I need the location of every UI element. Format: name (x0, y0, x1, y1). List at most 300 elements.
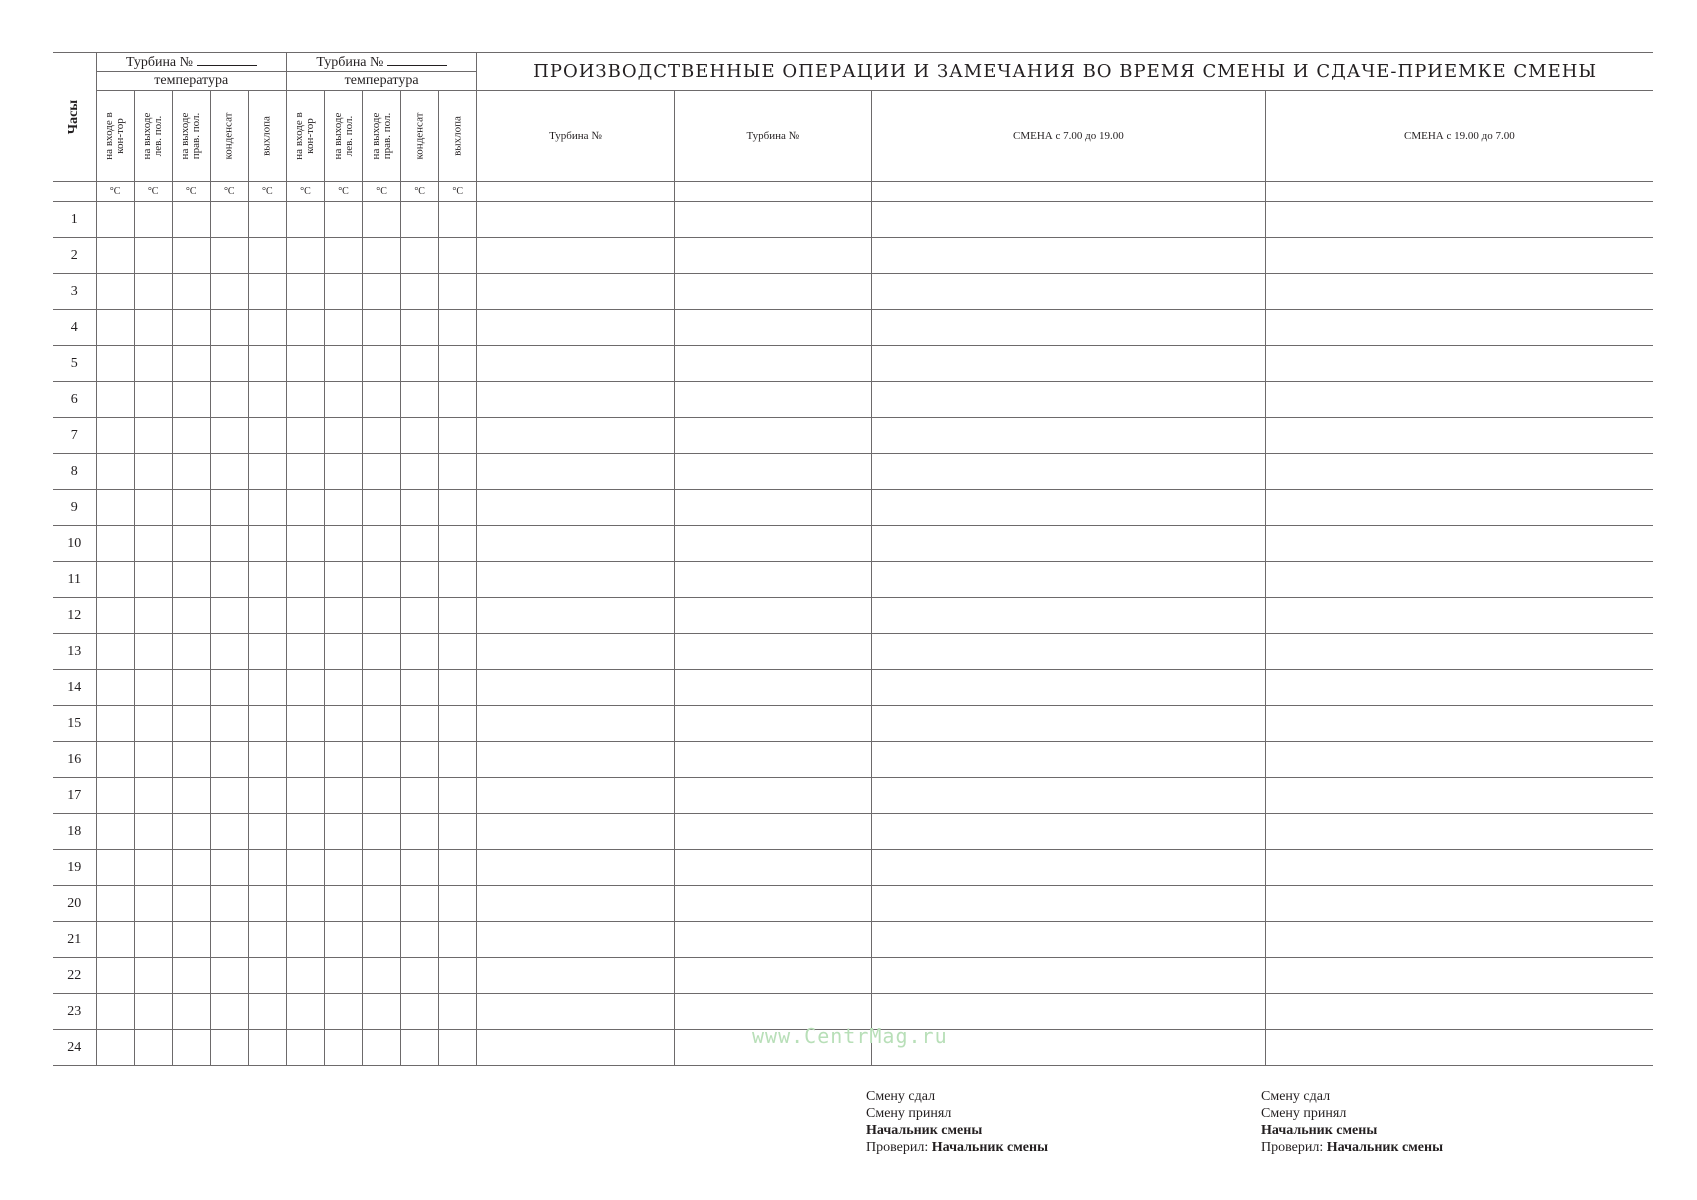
temperature-cell[interactable] (210, 382, 248, 418)
notes-cell[interactable] (872, 886, 1266, 922)
temperature-cell[interactable] (134, 598, 172, 634)
temperature-cell[interactable] (248, 742, 286, 778)
notes-cell[interactable] (1265, 526, 1653, 562)
notes-cell[interactable] (477, 958, 674, 994)
temperature-cell[interactable] (210, 598, 248, 634)
notes-cell[interactable] (477, 706, 674, 742)
temperature-cell[interactable] (210, 922, 248, 958)
temperature-cell[interactable] (96, 238, 134, 274)
temperature-cell[interactable] (248, 202, 286, 238)
temperature-cell[interactable] (439, 238, 477, 274)
temperature-cell[interactable] (325, 310, 363, 346)
temperature-cell[interactable] (172, 814, 210, 850)
temperature-cell[interactable] (439, 202, 477, 238)
temperature-cell[interactable] (248, 850, 286, 886)
temperature-cell[interactable] (172, 382, 210, 418)
temperature-cell[interactable] (401, 670, 439, 706)
temperature-cell[interactable] (134, 958, 172, 994)
notes-cell[interactable] (1265, 202, 1653, 238)
notes-cell[interactable] (477, 346, 674, 382)
temperature-cell[interactable] (96, 526, 134, 562)
temperature-cell[interactable] (286, 274, 324, 310)
notes-cell[interactable] (1265, 994, 1653, 1030)
notes-cell[interactable] (674, 238, 871, 274)
temperature-cell[interactable] (325, 526, 363, 562)
temperature-cell[interactable] (172, 418, 210, 454)
temperature-cell[interactable] (325, 670, 363, 706)
notes-cell[interactable] (477, 634, 674, 670)
temperature-cell[interactable] (248, 454, 286, 490)
temperature-cell[interactable] (325, 238, 363, 274)
temperature-cell[interactable] (286, 526, 324, 562)
notes-cell[interactable] (477, 526, 674, 562)
temperature-cell[interactable] (401, 706, 439, 742)
temperature-cell[interactable] (96, 778, 134, 814)
notes-cell[interactable] (872, 454, 1266, 490)
temperature-cell[interactable] (248, 922, 286, 958)
temperature-cell[interactable] (401, 526, 439, 562)
notes-cell[interactable] (1265, 418, 1653, 454)
temperature-cell[interactable] (325, 346, 363, 382)
temperature-cell[interactable] (172, 634, 210, 670)
notes-cell[interactable] (477, 562, 674, 598)
temperature-cell[interactable] (134, 454, 172, 490)
temperature-cell[interactable] (96, 742, 134, 778)
notes-cell[interactable] (1265, 382, 1653, 418)
notes-cell[interactable] (872, 238, 1266, 274)
temperature-cell[interactable] (96, 706, 134, 742)
temperature-cell[interactable] (286, 346, 324, 382)
notes-cell[interactable] (1265, 958, 1653, 994)
temperature-cell[interactable] (363, 202, 401, 238)
temperature-cell[interactable] (325, 886, 363, 922)
temperature-cell[interactable] (210, 238, 248, 274)
temperature-cell[interactable] (325, 958, 363, 994)
temperature-cell[interactable] (134, 814, 172, 850)
temperature-cell[interactable] (248, 778, 286, 814)
notes-cell[interactable] (1265, 274, 1653, 310)
temperature-cell[interactable] (286, 202, 324, 238)
temperature-cell[interactable] (363, 994, 401, 1030)
temperature-cell[interactable] (401, 634, 439, 670)
temperature-cell[interactable] (325, 742, 363, 778)
temperature-cell[interactable] (286, 310, 324, 346)
temperature-cell[interactable] (363, 310, 401, 346)
temperature-cell[interactable] (134, 742, 172, 778)
temperature-cell[interactable] (286, 1030, 324, 1066)
temperature-cell[interactable] (325, 382, 363, 418)
temperature-cell[interactable] (363, 454, 401, 490)
notes-cell[interactable] (674, 958, 871, 994)
temperature-cell[interactable] (210, 454, 248, 490)
temperature-cell[interactable] (325, 706, 363, 742)
temperature-cell[interactable] (172, 310, 210, 346)
notes-cell[interactable] (872, 706, 1266, 742)
temperature-cell[interactable] (96, 562, 134, 598)
notes-cell[interactable] (1265, 490, 1653, 526)
temperature-cell[interactable] (134, 1030, 172, 1066)
temperature-cell[interactable] (134, 202, 172, 238)
notes-cell[interactable] (1265, 238, 1653, 274)
temperature-cell[interactable] (134, 922, 172, 958)
notes-cell[interactable] (674, 562, 871, 598)
temperature-cell[interactable] (401, 382, 439, 418)
temperature-cell[interactable] (401, 850, 439, 886)
temperature-cell[interactable] (172, 526, 210, 562)
temperature-cell[interactable] (363, 418, 401, 454)
temperature-cell[interactable] (248, 274, 286, 310)
temperature-cell[interactable] (286, 238, 324, 274)
temperature-cell[interactable] (248, 526, 286, 562)
temperature-cell[interactable] (363, 706, 401, 742)
temperature-cell[interactable] (210, 418, 248, 454)
temperature-cell[interactable] (439, 634, 477, 670)
temperature-cell[interactable] (439, 346, 477, 382)
temperature-cell[interactable] (363, 274, 401, 310)
temperature-cell[interactable] (96, 886, 134, 922)
temperature-cell[interactable] (248, 310, 286, 346)
temperature-cell[interactable] (134, 310, 172, 346)
temperature-cell[interactable] (439, 958, 477, 994)
temperature-cell[interactable] (248, 418, 286, 454)
notes-cell[interactable] (1265, 742, 1653, 778)
notes-cell[interactable] (872, 346, 1266, 382)
temperature-cell[interactable] (439, 598, 477, 634)
notes-cell[interactable] (872, 310, 1266, 346)
notes-cell[interactable] (674, 382, 871, 418)
notes-cell[interactable] (872, 598, 1266, 634)
notes-cell[interactable] (1265, 670, 1653, 706)
notes-cell[interactable] (477, 598, 674, 634)
temperature-cell[interactable] (172, 274, 210, 310)
temperature-cell[interactable] (248, 346, 286, 382)
temperature-cell[interactable] (210, 814, 248, 850)
temperature-cell[interactable] (172, 454, 210, 490)
temperature-cell[interactable] (286, 742, 324, 778)
temperature-cell[interactable] (363, 562, 401, 598)
temperature-cell[interactable] (96, 274, 134, 310)
notes-cell[interactable] (674, 526, 871, 562)
temperature-cell[interactable] (248, 994, 286, 1030)
temperature-cell[interactable] (96, 490, 134, 526)
temperature-cell[interactable] (134, 382, 172, 418)
temperature-cell[interactable] (96, 454, 134, 490)
temperature-cell[interactable] (172, 202, 210, 238)
notes-cell[interactable] (872, 850, 1266, 886)
temperature-cell[interactable] (248, 706, 286, 742)
notes-cell[interactable] (872, 490, 1266, 526)
notes-cell[interactable] (674, 778, 871, 814)
temperature-cell[interactable] (172, 886, 210, 922)
notes-cell[interactable] (477, 922, 674, 958)
temperature-cell[interactable] (439, 742, 477, 778)
notes-cell[interactable] (1265, 346, 1653, 382)
notes-cell[interactable] (674, 490, 871, 526)
temperature-cell[interactable] (363, 382, 401, 418)
notes-cell[interactable] (477, 778, 674, 814)
notes-cell[interactable] (674, 346, 871, 382)
temperature-cell[interactable] (286, 886, 324, 922)
notes-cell[interactable] (477, 454, 674, 490)
temperature-cell[interactable] (172, 706, 210, 742)
temperature-cell[interactable] (210, 634, 248, 670)
temperature-cell[interactable] (134, 850, 172, 886)
notes-cell[interactable] (872, 526, 1266, 562)
notes-cell[interactable] (1265, 598, 1653, 634)
temperature-cell[interactable] (439, 274, 477, 310)
temperature-cell[interactable] (325, 634, 363, 670)
notes-cell[interactable] (477, 742, 674, 778)
notes-cell[interactable] (1265, 634, 1653, 670)
temperature-cell[interactable] (172, 850, 210, 886)
notes-cell[interactable] (1265, 310, 1653, 346)
temperature-cell[interactable] (363, 670, 401, 706)
notes-cell[interactable] (872, 562, 1266, 598)
temperature-cell[interactable] (134, 274, 172, 310)
temperature-cell[interactable] (363, 346, 401, 382)
temperature-cell[interactable] (325, 922, 363, 958)
temperature-cell[interactable] (439, 850, 477, 886)
notes-cell[interactable] (1265, 922, 1653, 958)
notes-cell[interactable] (872, 382, 1266, 418)
temperature-cell[interactable] (210, 706, 248, 742)
temperature-cell[interactable] (248, 958, 286, 994)
temperature-cell[interactable] (325, 454, 363, 490)
temperature-cell[interactable] (439, 886, 477, 922)
temperature-cell[interactable] (439, 994, 477, 1030)
temperature-cell[interactable] (401, 814, 439, 850)
notes-cell[interactable] (872, 922, 1266, 958)
temperature-cell[interactable] (286, 490, 324, 526)
notes-cell[interactable] (477, 490, 674, 526)
temperature-cell[interactable] (401, 346, 439, 382)
notes-cell[interactable] (477, 814, 674, 850)
notes-cell[interactable] (1265, 706, 1653, 742)
notes-cell[interactable] (1265, 850, 1653, 886)
notes-cell[interactable] (1265, 814, 1653, 850)
temperature-cell[interactable] (248, 598, 286, 634)
temperature-cell[interactable] (286, 706, 324, 742)
temperature-cell[interactable] (172, 742, 210, 778)
temperature-cell[interactable] (134, 238, 172, 274)
temperature-cell[interactable] (286, 958, 324, 994)
temperature-cell[interactable] (286, 850, 324, 886)
temperature-cell[interactable] (439, 310, 477, 346)
notes-cell[interactable] (477, 886, 674, 922)
notes-cell[interactable] (674, 850, 871, 886)
temperature-cell[interactable] (96, 382, 134, 418)
notes-cell[interactable] (872, 742, 1266, 778)
temperature-cell[interactable] (439, 526, 477, 562)
temperature-cell[interactable] (210, 778, 248, 814)
temperature-cell[interactable] (439, 814, 477, 850)
temperature-cell[interactable] (210, 994, 248, 1030)
temperature-cell[interactable] (96, 994, 134, 1030)
notes-cell[interactable] (477, 202, 674, 238)
temperature-cell[interactable] (286, 670, 324, 706)
notes-cell[interactable] (674, 202, 871, 238)
temperature-cell[interactable] (401, 274, 439, 310)
temperature-cell[interactable] (401, 598, 439, 634)
notes-cell[interactable] (872, 202, 1266, 238)
temperature-cell[interactable] (439, 490, 477, 526)
temperature-cell[interactable] (134, 526, 172, 562)
temperature-cell[interactable] (401, 310, 439, 346)
temperature-cell[interactable] (401, 994, 439, 1030)
temperature-cell[interactable] (363, 886, 401, 922)
temperature-cell[interactable] (286, 454, 324, 490)
temperature-cell[interactable] (172, 562, 210, 598)
temperature-cell[interactable] (172, 994, 210, 1030)
notes-cell[interactable] (674, 454, 871, 490)
temperature-cell[interactable] (325, 418, 363, 454)
temperature-cell[interactable] (363, 958, 401, 994)
temperature-cell[interactable] (363, 526, 401, 562)
temperature-cell[interactable] (363, 850, 401, 886)
temperature-cell[interactable] (401, 1030, 439, 1066)
temperature-cell[interactable] (401, 490, 439, 526)
temperature-cell[interactable] (248, 634, 286, 670)
temperature-cell[interactable] (286, 778, 324, 814)
temperature-cell[interactable] (325, 1030, 363, 1066)
temperature-cell[interactable] (401, 454, 439, 490)
temperature-cell[interactable] (363, 490, 401, 526)
temperature-cell[interactable] (172, 670, 210, 706)
temperature-cell[interactable] (134, 634, 172, 670)
notes-cell[interactable] (1265, 454, 1653, 490)
temperature-cell[interactable] (134, 562, 172, 598)
temperature-cell[interactable] (172, 922, 210, 958)
temperature-cell[interactable] (248, 490, 286, 526)
temperature-cell[interactable] (210, 490, 248, 526)
temperature-cell[interactable] (96, 634, 134, 670)
temperature-cell[interactable] (363, 238, 401, 274)
temperature-cell[interactable] (210, 274, 248, 310)
notes-cell[interactable] (674, 598, 871, 634)
temperature-cell[interactable] (210, 850, 248, 886)
notes-cell[interactable] (674, 742, 871, 778)
notes-cell[interactable] (872, 418, 1266, 454)
temperature-cell[interactable] (96, 598, 134, 634)
temperature-cell[interactable] (172, 346, 210, 382)
temperature-cell[interactable] (363, 814, 401, 850)
temperature-cell[interactable] (248, 670, 286, 706)
temperature-cell[interactable] (172, 598, 210, 634)
temperature-cell[interactable] (172, 238, 210, 274)
temperature-cell[interactable] (172, 1030, 210, 1066)
temperature-cell[interactable] (210, 310, 248, 346)
notes-cell[interactable] (872, 958, 1266, 994)
temperature-cell[interactable] (401, 742, 439, 778)
notes-cell[interactable] (477, 1030, 674, 1066)
temperature-cell[interactable] (325, 814, 363, 850)
notes-cell[interactable] (872, 274, 1266, 310)
temperature-cell[interactable] (134, 418, 172, 454)
temperature-cell[interactable] (401, 778, 439, 814)
temperature-cell[interactable] (210, 670, 248, 706)
notes-cell[interactable] (477, 850, 674, 886)
temperature-cell[interactable] (286, 922, 324, 958)
temperature-cell[interactable] (134, 346, 172, 382)
temperature-cell[interactable] (210, 346, 248, 382)
temperature-cell[interactable] (248, 814, 286, 850)
temperature-cell[interactable] (210, 526, 248, 562)
notes-cell[interactable] (1265, 778, 1653, 814)
temperature-cell[interactable] (363, 742, 401, 778)
temperature-cell[interactable] (96, 310, 134, 346)
temperature-cell[interactable] (439, 706, 477, 742)
notes-cell[interactable] (477, 418, 674, 454)
temperature-cell[interactable] (286, 814, 324, 850)
temperature-cell[interactable] (325, 850, 363, 886)
temperature-cell[interactable] (325, 490, 363, 526)
notes-cell[interactable] (674, 706, 871, 742)
temperature-cell[interactable] (210, 562, 248, 598)
temperature-cell[interactable] (134, 994, 172, 1030)
temperature-cell[interactable] (248, 382, 286, 418)
notes-cell[interactable] (1265, 1030, 1653, 1066)
temperature-cell[interactable] (401, 238, 439, 274)
notes-cell[interactable] (477, 994, 674, 1030)
temperature-cell[interactable] (439, 1030, 477, 1066)
temperature-cell[interactable] (401, 922, 439, 958)
temperature-cell[interactable] (172, 958, 210, 994)
notes-cell[interactable] (674, 922, 871, 958)
temperature-cell[interactable] (325, 274, 363, 310)
notes-cell[interactable] (477, 238, 674, 274)
turbine-2-number-field[interactable] (387, 54, 447, 66)
notes-cell[interactable] (674, 310, 871, 346)
temperature-cell[interactable] (401, 418, 439, 454)
notes-cell[interactable] (477, 274, 674, 310)
temperature-cell[interactable] (363, 778, 401, 814)
notes-cell[interactable] (674, 418, 871, 454)
temperature-cell[interactable] (286, 418, 324, 454)
notes-cell[interactable] (674, 634, 871, 670)
temperature-cell[interactable] (134, 670, 172, 706)
temperature-cell[interactable] (363, 1030, 401, 1066)
temperature-cell[interactable] (96, 670, 134, 706)
temperature-cell[interactable] (96, 850, 134, 886)
temperature-cell[interactable] (325, 562, 363, 598)
temperature-cell[interactable] (248, 562, 286, 598)
notes-cell[interactable] (674, 886, 871, 922)
temperature-cell[interactable] (248, 886, 286, 922)
temperature-cell[interactable] (96, 958, 134, 994)
temperature-cell[interactable] (439, 454, 477, 490)
temperature-cell[interactable] (96, 1030, 134, 1066)
temperature-cell[interactable] (210, 202, 248, 238)
temperature-cell[interactable] (96, 922, 134, 958)
temperature-cell[interactable] (439, 562, 477, 598)
temperature-cell[interactable] (325, 994, 363, 1030)
temperature-cell[interactable] (248, 238, 286, 274)
notes-cell[interactable] (477, 310, 674, 346)
temperature-cell[interactable] (134, 886, 172, 922)
notes-cell[interactable] (674, 670, 871, 706)
temperature-cell[interactable] (363, 922, 401, 958)
temperature-cell[interactable] (286, 562, 324, 598)
temperature-cell[interactable] (439, 382, 477, 418)
temperature-cell[interactable] (96, 418, 134, 454)
notes-cell[interactable] (872, 670, 1266, 706)
temperature-cell[interactable] (325, 598, 363, 634)
temperature-cell[interactable] (363, 634, 401, 670)
temperature-cell[interactable] (134, 490, 172, 526)
notes-cell[interactable] (1265, 562, 1653, 598)
temperature-cell[interactable] (325, 202, 363, 238)
notes-cell[interactable] (1265, 886, 1653, 922)
